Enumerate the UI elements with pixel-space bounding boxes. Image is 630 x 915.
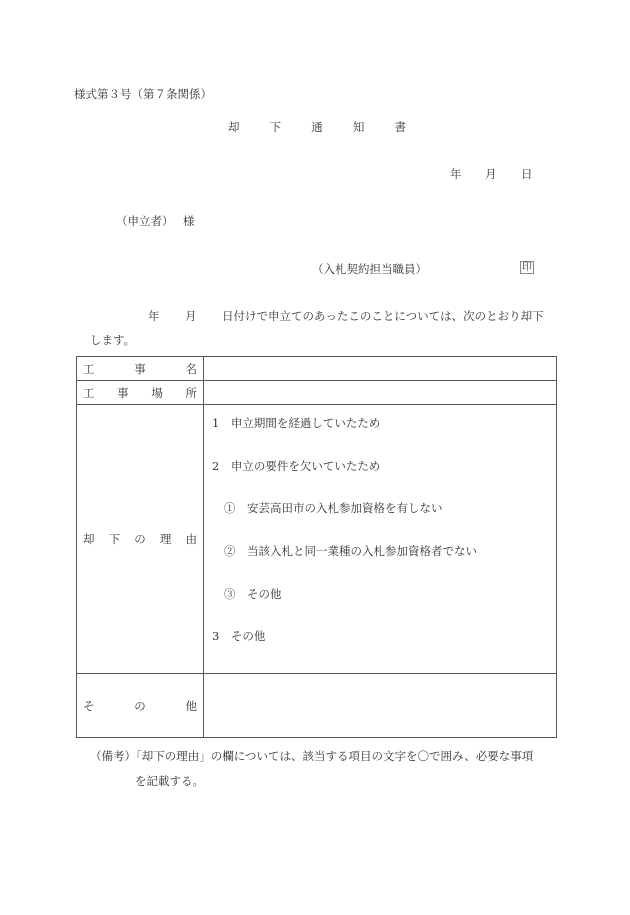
seal-mark: 印 [522, 262, 532, 273]
reason-item-1[interactable]: 1 申立期間を経過していたため [212, 416, 381, 430]
work-location-field[interactable] [204, 381, 557, 405]
note-line1: （備考）「却下の理由」の欄については、該当する項目の文字を〇で囲み、必要な事項 [90, 749, 534, 763]
note-line2: を記載する。 [135, 774, 204, 788]
label-work-location: 工 事 場 所 [77, 381, 204, 405]
label-work-name: 工 事 名 [77, 357, 204, 381]
table-row-other [77, 674, 557, 738]
form-number: 様式第３号（第７条関係） [74, 87, 212, 101]
body-month: 月 [185, 309, 197, 323]
other-field[interactable] [204, 674, 557, 738]
addressee-label: （申立者） [116, 214, 174, 228]
label-rejection-reason: 却 下 の 理 由 [77, 405, 204, 674]
table-row-work-location [77, 381, 557, 405]
table-row-rejection-reason [77, 405, 557, 674]
reason-item-2[interactable]: 2 申立の要件を欠いていたため [212, 459, 381, 473]
title-char: 下 [269, 120, 282, 134]
table-row-work-name [77, 357, 557, 381]
title-char: 知 [352, 120, 365, 134]
body-text-line2: します。 [90, 333, 136, 347]
reason-item-2-1[interactable]: ① 安芸高田市の入札参加資格を有しない [224, 501, 443, 515]
title-char: 書 [394, 120, 406, 134]
date-day: 日 [521, 167, 533, 181]
addressee-honorific: 様 [183, 214, 195, 228]
title-char: 却 [228, 120, 240, 134]
reason-item-2-2[interactable]: ② 当該入札と同一業種の入札参加資格者でない [224, 544, 477, 558]
body-year: 年 [148, 309, 160, 323]
reason-item-3[interactable]: 3 その他 [212, 629, 266, 643]
rejection-reason-field [204, 405, 557, 674]
reason-item-2-3[interactable]: ③ その他 [224, 587, 282, 601]
body-text-line1: 日付けで申立てのあったこのことについては、次のとおり却下 [222, 309, 544, 323]
issuer-label: （入札契約担当職員） [312, 262, 427, 276]
work-name-field[interactable] [204, 357, 557, 381]
date-month: 月 [485, 167, 497, 181]
label-other: そ の 他 [77, 674, 204, 738]
date-year: 年 [450, 167, 462, 181]
document-title [228, 119, 406, 135]
title-char: 通 [311, 120, 323, 134]
rejection-table [76, 356, 557, 738]
